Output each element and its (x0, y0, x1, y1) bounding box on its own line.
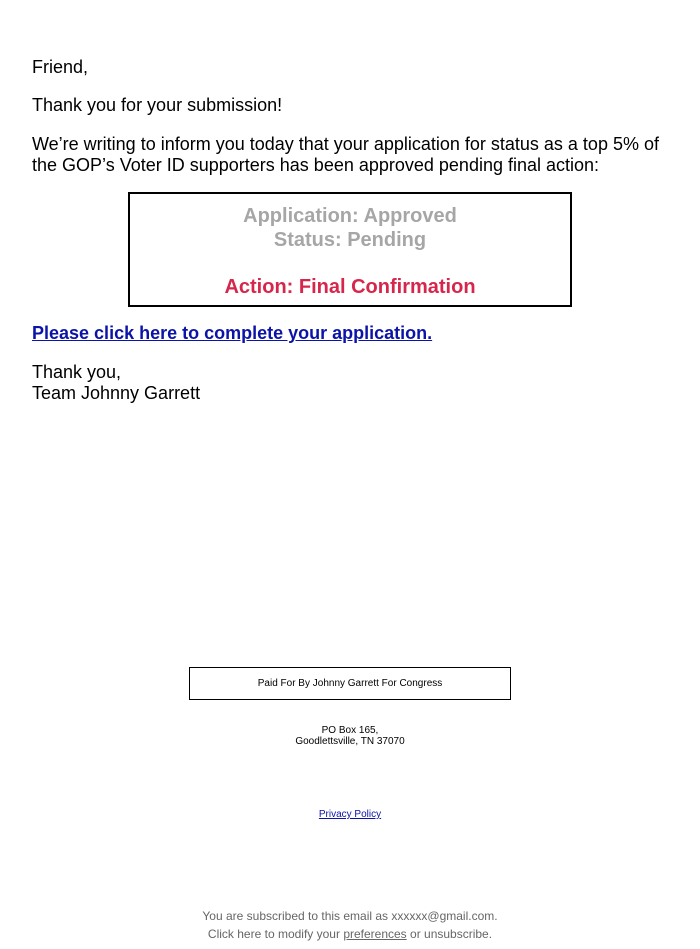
modify-line (0, 925, 700, 943)
subscribed-line (0, 907, 700, 925)
subscribed-prefix: You are subscribed to this email as (202, 909, 392, 923)
complete-application-link[interactable]: Please click here to complete your application. (32, 323, 433, 343)
status-box (128, 192, 572, 307)
modify-prefix[interactable]: Click here to modify your (207, 927, 344, 941)
mailing-address (0, 725, 700, 747)
preferences-link[interactable]: preferences (343, 927, 407, 941)
address-line-1: PO Box 165, (321, 725, 379, 736)
application-status-line: Application: Approved (243, 205, 457, 227)
subscriber-email: xxxxxx@gmail.com. (391, 909, 498, 923)
subscription-footer (0, 907, 700, 943)
signoff-team: Team Johnny Garrett (32, 383, 201, 403)
privacy-policy-link[interactable]: Privacy Policy (318, 809, 382, 820)
thanks-line: Thank you for your submission! (32, 95, 283, 115)
address-line-2: Goodlettsville, TN 37070 (295, 736, 405, 747)
inform-paragraph: We’re writing to inform you today that your application for status as a top 5% of the GOP’s Voter ID supporters has been approved pending final action: (32, 134, 659, 175)
privacy-container (0, 809, 700, 820)
paid-for-box: Paid For By Johnny Garrett For Congress (189, 667, 511, 700)
action-line: Action: Final Confirmation (224, 276, 476, 298)
modify-suffix[interactable]: or unsubscribe. (406, 927, 493, 941)
signoff (32, 362, 200, 404)
greeting: Friend, (32, 57, 89, 77)
signoff-thanks: Thank you, (32, 362, 122, 382)
pending-status-line: Status: Pending (273, 229, 427, 251)
